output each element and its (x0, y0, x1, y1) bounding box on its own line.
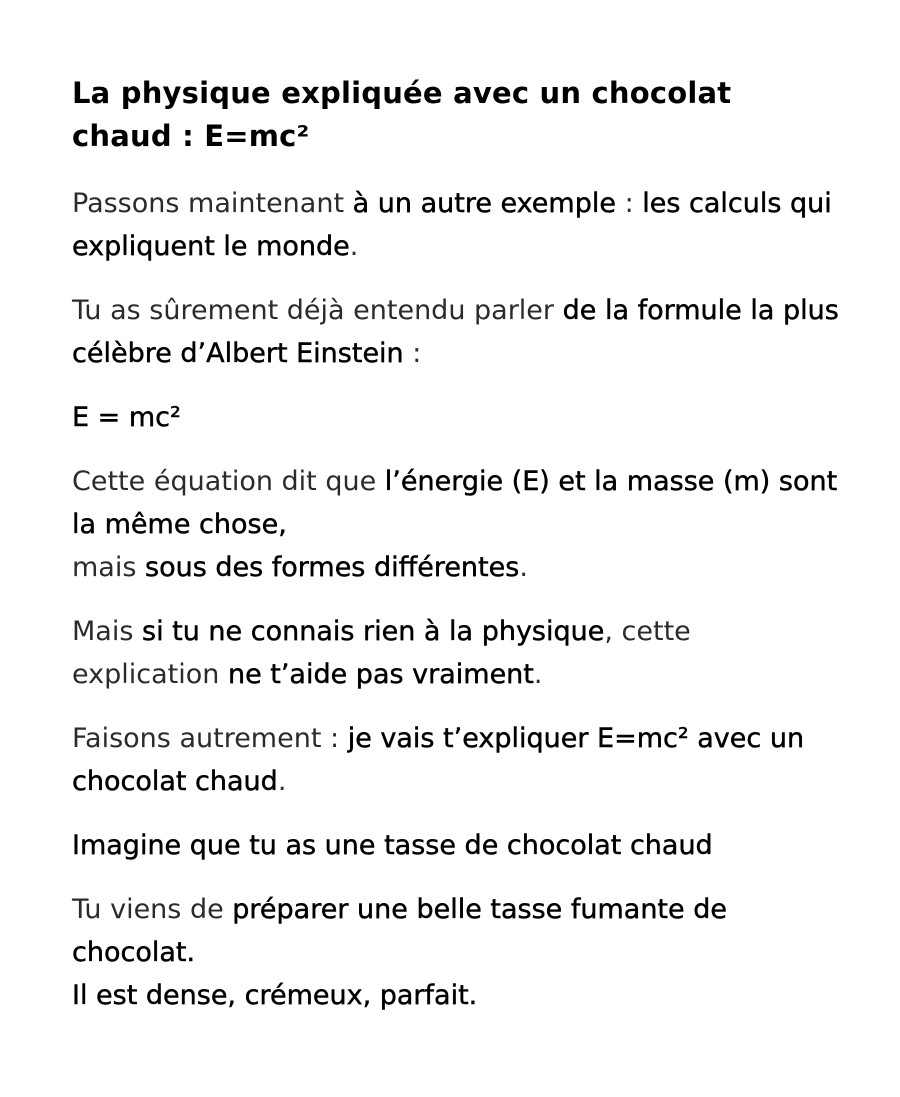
emphasized-text: E = mc² (72, 402, 181, 433)
emphasized-text: si tu ne connais rien à la physique (142, 616, 605, 647)
body-text: Tu viens de (72, 894, 233, 925)
body-text: . (277, 766, 287, 797)
paragraph (72, 610, 840, 696)
body-text: Passons maintenant (72, 188, 353, 219)
emphasized-text: Imagine que tu as une tasse de chocolat chaud (72, 830, 713, 861)
document-title: La physique expliquée avec un chocolat chaud : E=mc² (72, 76, 732, 153)
emphasized-text: ne t’aide pas vraiment (227, 659, 534, 690)
body-text: : (403, 338, 422, 369)
emphasized-text: l’énergie (E) et la masse (m) sont la même chose, (72, 466, 838, 540)
body-text: . (533, 659, 543, 690)
emphasized-text: sous des formes différentes (145, 552, 520, 583)
body-text: Cette équation dit que (72, 466, 385, 497)
emphasized-text: Il est dense, crémeux, parfait. (72, 980, 478, 1011)
body-text: . (519, 552, 528, 583)
body-text: mais (72, 552, 145, 583)
emphasized-text: les calculs qui expliquent le monde (72, 188, 832, 262)
body-text: . (349, 231, 359, 262)
body-text: , cette explication (72, 616, 691, 690)
paragraph (72, 717, 840, 803)
paragraph (72, 824, 840, 867)
paragraph (72, 888, 840, 1017)
body-text: Tu as sûrement déjà entendu parler (72, 295, 563, 326)
paragraph (72, 460, 840, 589)
paragraph (72, 396, 840, 439)
body-text: : (615, 188, 643, 219)
emphasized-text: je vais t’expliquer E=mc² avec un chocolat chaud (72, 723, 805, 797)
paragraph (72, 289, 840, 375)
body-text: Faisons autrement : (72, 723, 348, 754)
emphasized-text: préparer une belle tasse fumante de chocolat. (72, 894, 727, 968)
emphasized-text: de la formule la plus célèbre d’Albert Einstein (72, 295, 839, 369)
document-body (72, 182, 840, 1017)
body-text: Mais (72, 616, 142, 647)
emphasized-text: à un autre exemple (352, 188, 616, 219)
paragraph (72, 182, 840, 268)
